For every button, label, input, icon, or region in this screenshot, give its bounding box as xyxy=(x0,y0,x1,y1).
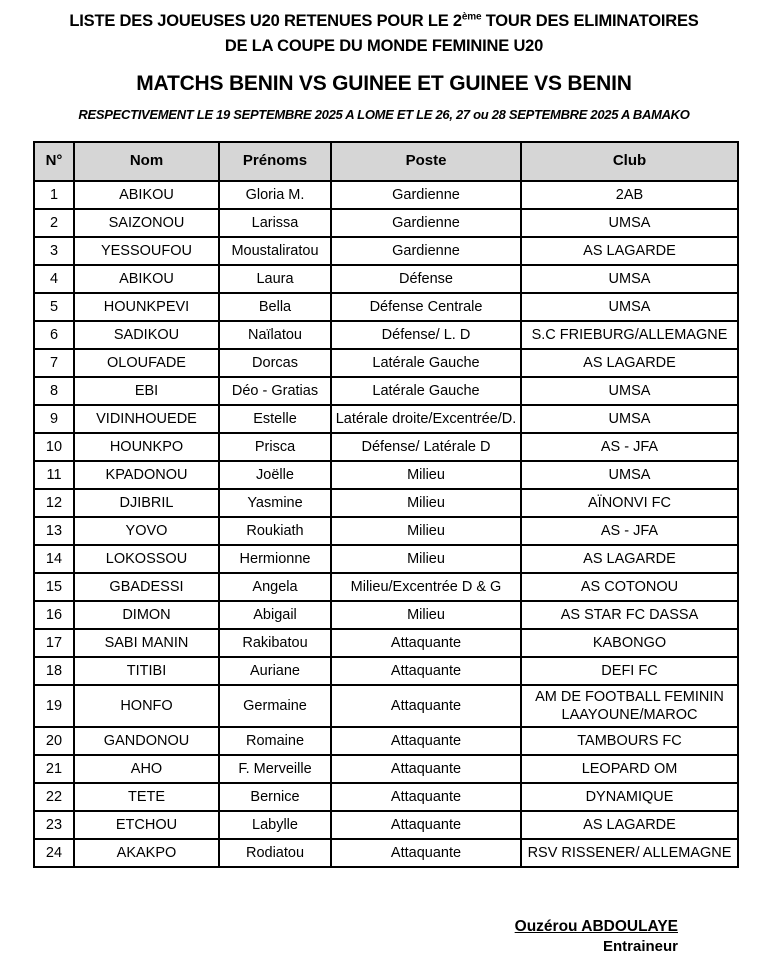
document-title xyxy=(0,9,768,59)
cell-num: 6 xyxy=(34,321,74,349)
coach-role: Entraineur xyxy=(602,938,678,956)
cell-club: AS - JFA xyxy=(521,433,738,461)
cell-nom: AHO xyxy=(74,755,219,783)
cell-nom: SADIKOU xyxy=(74,321,219,349)
table-row xyxy=(34,405,738,433)
cell-num: 13 xyxy=(34,517,74,545)
cell-poste: Gardienne xyxy=(331,237,521,265)
table-row xyxy=(34,321,738,349)
cell-club: UMSA xyxy=(521,209,738,237)
cell-num: 17 xyxy=(34,629,74,657)
cell-prenoms: Laura xyxy=(219,265,331,293)
cell-poste: Attaquante xyxy=(331,685,521,727)
cell-club: RSV RISSENER/ ALLEMAGNE xyxy=(521,839,738,867)
schedule-subtitle: RESPECTIVEMENT LE 19 SEPTEMBRE 2025 A LOME ET LE 26, 27 ou 28 SEPTEMBRE 2025 A BAMAKO xyxy=(78,107,690,122)
cell-prenoms: F. Merveille xyxy=(219,755,331,783)
cell-prenoms: Larissa xyxy=(219,209,331,237)
title-line1-post: TOUR DES ELIMINATOIRES xyxy=(481,12,699,30)
cell-nom: YOVO xyxy=(74,517,219,545)
cell-poste: Attaquante xyxy=(331,727,521,755)
cell-num: 4 xyxy=(34,265,74,293)
cell-poste: Milieu xyxy=(331,517,521,545)
cell-club: UMSA xyxy=(521,405,738,433)
cell-club: AS LAGARDE xyxy=(521,811,738,839)
cell-club: TAMBOURS FC xyxy=(521,727,738,755)
cell-poste: Milieu xyxy=(331,489,521,517)
cell-num: 12 xyxy=(34,489,74,517)
table-row xyxy=(34,377,738,405)
title-line2: DE LA COUPE DU MONDE FEMININE U20 xyxy=(224,37,544,55)
cell-poste: Attaquante xyxy=(331,783,521,811)
cell-club: UMSA xyxy=(521,293,738,321)
cell-poste: Milieu xyxy=(331,461,521,489)
cell-prenoms: Rakibatou xyxy=(219,629,331,657)
cell-num: 1 xyxy=(34,181,74,209)
cell-num: 11 xyxy=(34,461,74,489)
cell-prenoms: Estelle xyxy=(219,405,331,433)
cell-num: 21 xyxy=(34,755,74,783)
cell-num: 19 xyxy=(34,685,74,727)
table-row xyxy=(34,839,738,867)
column-header-poste: Poste xyxy=(331,142,521,181)
cell-prenoms: Déo - Gratias xyxy=(219,377,331,405)
cell-club: AS LAGARDE xyxy=(521,349,738,377)
cell-poste: Gardienne xyxy=(331,181,521,209)
cell-num: 14 xyxy=(34,545,74,573)
cell-prenoms: Angela xyxy=(219,573,331,601)
match-title: MATCHS BENIN VS GUINEE ET GUINEE VS BENIN xyxy=(136,72,632,95)
cell-club: DYNAMIQUE xyxy=(521,783,738,811)
player-table-body xyxy=(34,181,738,867)
signature-block xyxy=(0,918,678,955)
table-row xyxy=(34,209,738,237)
cell-prenoms: Bella xyxy=(219,293,331,321)
cell-num: 8 xyxy=(34,377,74,405)
cell-club: UMSA xyxy=(521,377,738,405)
cell-num: 20 xyxy=(34,727,74,755)
cell-nom: GBADESSI xyxy=(74,573,219,601)
cell-club: AS STAR FC DASSA xyxy=(521,601,738,629)
cell-club: LEOPARD OM xyxy=(521,755,738,783)
cell-poste: Attaquante xyxy=(331,839,521,867)
table-row xyxy=(34,727,738,755)
title-ordinal-superscript: ème xyxy=(461,11,482,23)
cell-club: AS LAGARDE xyxy=(521,545,738,573)
cell-num: 2 xyxy=(34,209,74,237)
cell-poste: Latérale Gauche xyxy=(331,377,521,405)
cell-nom: HOUNKPO xyxy=(74,433,219,461)
table-row xyxy=(34,573,738,601)
cell-nom: AKAKPO xyxy=(74,839,219,867)
table-row xyxy=(34,755,738,783)
cell-prenoms: Hermionne xyxy=(219,545,331,573)
cell-nom: DIMON xyxy=(74,601,219,629)
cell-poste: Attaquante xyxy=(331,657,521,685)
cell-nom: GANDONOU xyxy=(74,727,219,755)
cell-num: 5 xyxy=(34,293,74,321)
column-header-club: Club xyxy=(521,142,738,181)
cell-nom: VIDINHOUEDE xyxy=(74,405,219,433)
table-row xyxy=(34,349,738,377)
cell-poste: Gardienne xyxy=(331,209,521,237)
cell-num: 10 xyxy=(34,433,74,461)
table-row xyxy=(34,517,738,545)
cell-num: 24 xyxy=(34,839,74,867)
table-row xyxy=(34,657,738,685)
cell-nom: TITIBI xyxy=(74,657,219,685)
cell-club: AS LAGARDE xyxy=(521,237,738,265)
table-row xyxy=(34,181,738,209)
cell-prenoms: Dorcas xyxy=(219,349,331,377)
cell-poste: Latérale Gauche xyxy=(331,349,521,377)
cell-poste: Milieu/Excentrée D & G xyxy=(331,573,521,601)
cell-nom: YESSOUFOU xyxy=(74,237,219,265)
table-row xyxy=(34,433,738,461)
document-header xyxy=(0,0,768,122)
cell-nom: SABI MANIN xyxy=(74,629,219,657)
cell-num: 9 xyxy=(34,405,74,433)
cell-club: 2AB xyxy=(521,181,738,209)
cell-club: UMSA xyxy=(521,461,738,489)
cell-club: AÏNONVI FC xyxy=(521,489,738,517)
cell-nom: ABIKOU xyxy=(74,265,219,293)
coach-name: Ouzérou ABDOULAYE xyxy=(514,918,678,936)
cell-nom: HONFO xyxy=(74,685,219,727)
cell-nom: SAIZONOU xyxy=(74,209,219,237)
cell-prenoms: Auriane xyxy=(219,657,331,685)
cell-poste: Attaquante xyxy=(331,629,521,657)
table-row xyxy=(34,811,738,839)
cell-poste: Milieu xyxy=(331,545,521,573)
table-row xyxy=(34,265,738,293)
cell-nom: HOUNKPEVI xyxy=(74,293,219,321)
cell-prenoms: Yasmine xyxy=(219,489,331,517)
cell-club: AS COTONOU xyxy=(521,573,738,601)
cell-club: S.C FRIEBURG/ALLEMAGNE xyxy=(521,321,738,349)
cell-poste: Attaquante xyxy=(331,811,521,839)
cell-poste: Défense/ L. D xyxy=(331,321,521,349)
cell-num: 3 xyxy=(34,237,74,265)
cell-poste: Milieu xyxy=(331,601,521,629)
cell-prenoms: Gloria M. xyxy=(219,181,331,209)
cell-prenoms: Bernice xyxy=(219,783,331,811)
cell-prenoms: Naïlatou xyxy=(219,321,331,349)
cell-nom: LOKOSSOU xyxy=(74,545,219,573)
cell-num: 23 xyxy=(34,811,74,839)
cell-poste: Latérale droite/Excentrée/D. xyxy=(331,405,521,433)
cell-prenoms: Moustaliratou xyxy=(219,237,331,265)
cell-num: 16 xyxy=(34,601,74,629)
table-row xyxy=(34,461,738,489)
column-header-prenoms: Prénoms xyxy=(219,142,331,181)
cell-num: 18 xyxy=(34,657,74,685)
column-header-nom: Nom xyxy=(74,142,219,181)
cell-prenoms: Rodiatou xyxy=(219,839,331,867)
cell-poste: Défense Centrale xyxy=(331,293,521,321)
cell-nom: EBI xyxy=(74,377,219,405)
cell-num: 22 xyxy=(34,783,74,811)
cell-prenoms: Joëlle xyxy=(219,461,331,489)
cell-prenoms: Prisca xyxy=(219,433,331,461)
cell-num: 7 xyxy=(34,349,74,377)
table-header-row xyxy=(34,142,738,181)
table-row xyxy=(34,601,738,629)
cell-prenoms: Abigail xyxy=(219,601,331,629)
cell-nom: ETCHOU xyxy=(74,811,219,839)
cell-club: AM DE FOOTBALL FEMININ LAAYOUNE/MAROC xyxy=(521,685,738,727)
cell-poste: Attaquante xyxy=(331,755,521,783)
cell-nom: TETE xyxy=(74,783,219,811)
table-row xyxy=(34,629,738,657)
cell-prenoms: Germaine xyxy=(219,685,331,727)
column-header-num: N° xyxy=(34,142,74,181)
table-row xyxy=(34,293,738,321)
table-row xyxy=(34,545,738,573)
cell-club: AS - JFA xyxy=(521,517,738,545)
table-row xyxy=(34,237,738,265)
cell-poste: Défense/ Latérale D xyxy=(331,433,521,461)
players-table xyxy=(33,141,739,868)
table-row xyxy=(34,685,738,727)
cell-prenoms: Labylle xyxy=(219,811,331,839)
table-row xyxy=(34,783,738,811)
cell-nom: OLOUFADE xyxy=(74,349,219,377)
cell-prenoms: Romaine xyxy=(219,727,331,755)
cell-poste: Défense xyxy=(331,265,521,293)
cell-prenoms: Roukiath xyxy=(219,517,331,545)
cell-club: DEFI FC xyxy=(521,657,738,685)
cell-nom: ABIKOU xyxy=(74,181,219,209)
cell-club: KABONGO xyxy=(521,629,738,657)
table-row xyxy=(34,489,738,517)
title-line1-pre: LISTE DES JOUEUSES U20 RETENUES POUR LE 2 xyxy=(69,12,462,30)
cell-nom: DJIBRIL xyxy=(74,489,219,517)
cell-num: 15 xyxy=(34,573,74,601)
cell-club: UMSA xyxy=(521,265,738,293)
cell-nom: KPADONOU xyxy=(74,461,219,489)
